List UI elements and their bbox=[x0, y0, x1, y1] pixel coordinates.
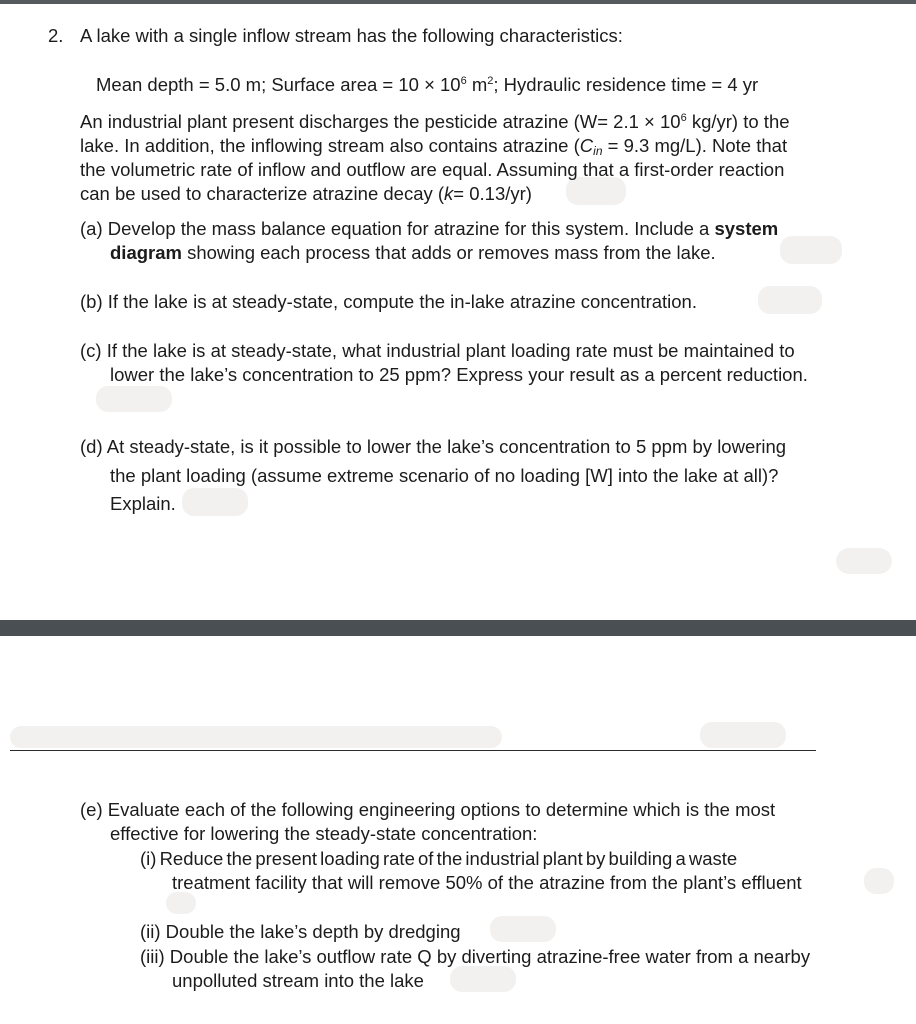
erased-mark bbox=[182, 488, 248, 516]
problem-paragraph-line3: the volumetric rate of inflow and outflow are equal. Assuming that a first-order reaction bbox=[80, 159, 785, 180]
part-e-option-ii: (ii) Double the lake’s depth by dredging bbox=[140, 921, 461, 942]
part-e-option-iii-line1: (iii) Double the lake’s outflow rate Q by diverting atrazine-free water from a nearby bbox=[140, 946, 811, 967]
part-e-option-i-line1: (i) Reduce the present loading rate of the industrial plant by building a waste bbox=[140, 848, 738, 869]
part-e-line1: (e) Evaluate each of the following engineering options to determine which is the most bbox=[80, 799, 776, 820]
erased-mark bbox=[780, 236, 842, 264]
part-a-line1: (a) Develop the mass balance equation for atrazine for this system. Include a system bbox=[80, 218, 779, 239]
question-intro: A lake with a single inflow stream has the following characteristics: bbox=[80, 25, 623, 46]
problem-paragraph-line1: An industrial plant present discharges the pesticide atrazine ($W= 2.1 \times 10^6$ kg/yr) to the bbox=[80, 111, 790, 132]
erased-mark bbox=[700, 722, 786, 748]
part-c-line1: (c) If the lake is at steady-state, what industrial plant loading rate must be maintained to bbox=[80, 340, 795, 361]
part-e-option-i-line2: treatment facility that will remove 50% of the atrazine from the plant’s effluent bbox=[172, 872, 802, 893]
horizontal-rule bbox=[10, 750, 816, 751]
page-break bbox=[0, 620, 916, 636]
part-a-line2: diagram showing each process that adds or removes mass from the lake. bbox=[110, 242, 716, 263]
erased-mark bbox=[836, 548, 892, 574]
part-d-line1: (d) At steady-state, is it possible to lower the lake’s concentration to 5 ppm by lowering bbox=[80, 436, 787, 457]
erased-mark bbox=[166, 892, 196, 914]
problem-paragraph-line2: lake. In addition, the inflowing stream also contains atrazine ($C_{in} = 9.3$ mg/L). Note that bbox=[80, 135, 788, 158]
erased-mark bbox=[864, 868, 894, 894]
part-e-option-iii-line2: unpolluted stream into the lake bbox=[172, 970, 424, 991]
part-d-line2: the plant loading (assume extreme scenario of no loading [W] into the lake at all)? bbox=[110, 465, 779, 486]
erased-mark bbox=[758, 286, 822, 314]
part-d-line3: Explain. bbox=[110, 493, 176, 514]
erased-mark bbox=[96, 386, 172, 412]
erased-mark bbox=[490, 916, 556, 942]
question-number: 2. bbox=[48, 25, 64, 46]
top-border bbox=[0, 0, 916, 4]
erased-mark bbox=[450, 966, 516, 992]
lake-characteristics: Mean depth = 5.0 m; Surface area = $10 \times 10^6$ $m^2$; Hydraulic residence time = 4 yr bbox=[96, 74, 759, 95]
problem-paragraph-line4: can be used to characterize atrazine decay (k= 0.13/yr) bbox=[80, 183, 532, 204]
part-c-line2: lower the lake’s concentration to 25 ppm? Express your result as a percent reduction. bbox=[110, 364, 808, 385]
erased-mark bbox=[10, 726, 502, 748]
part-e-line2: effective for lowering the steady-state concentration: bbox=[110, 823, 538, 844]
part-b: (b) If the lake is at steady-state, compute the in-lake atrazine concentration. bbox=[80, 291, 697, 312]
